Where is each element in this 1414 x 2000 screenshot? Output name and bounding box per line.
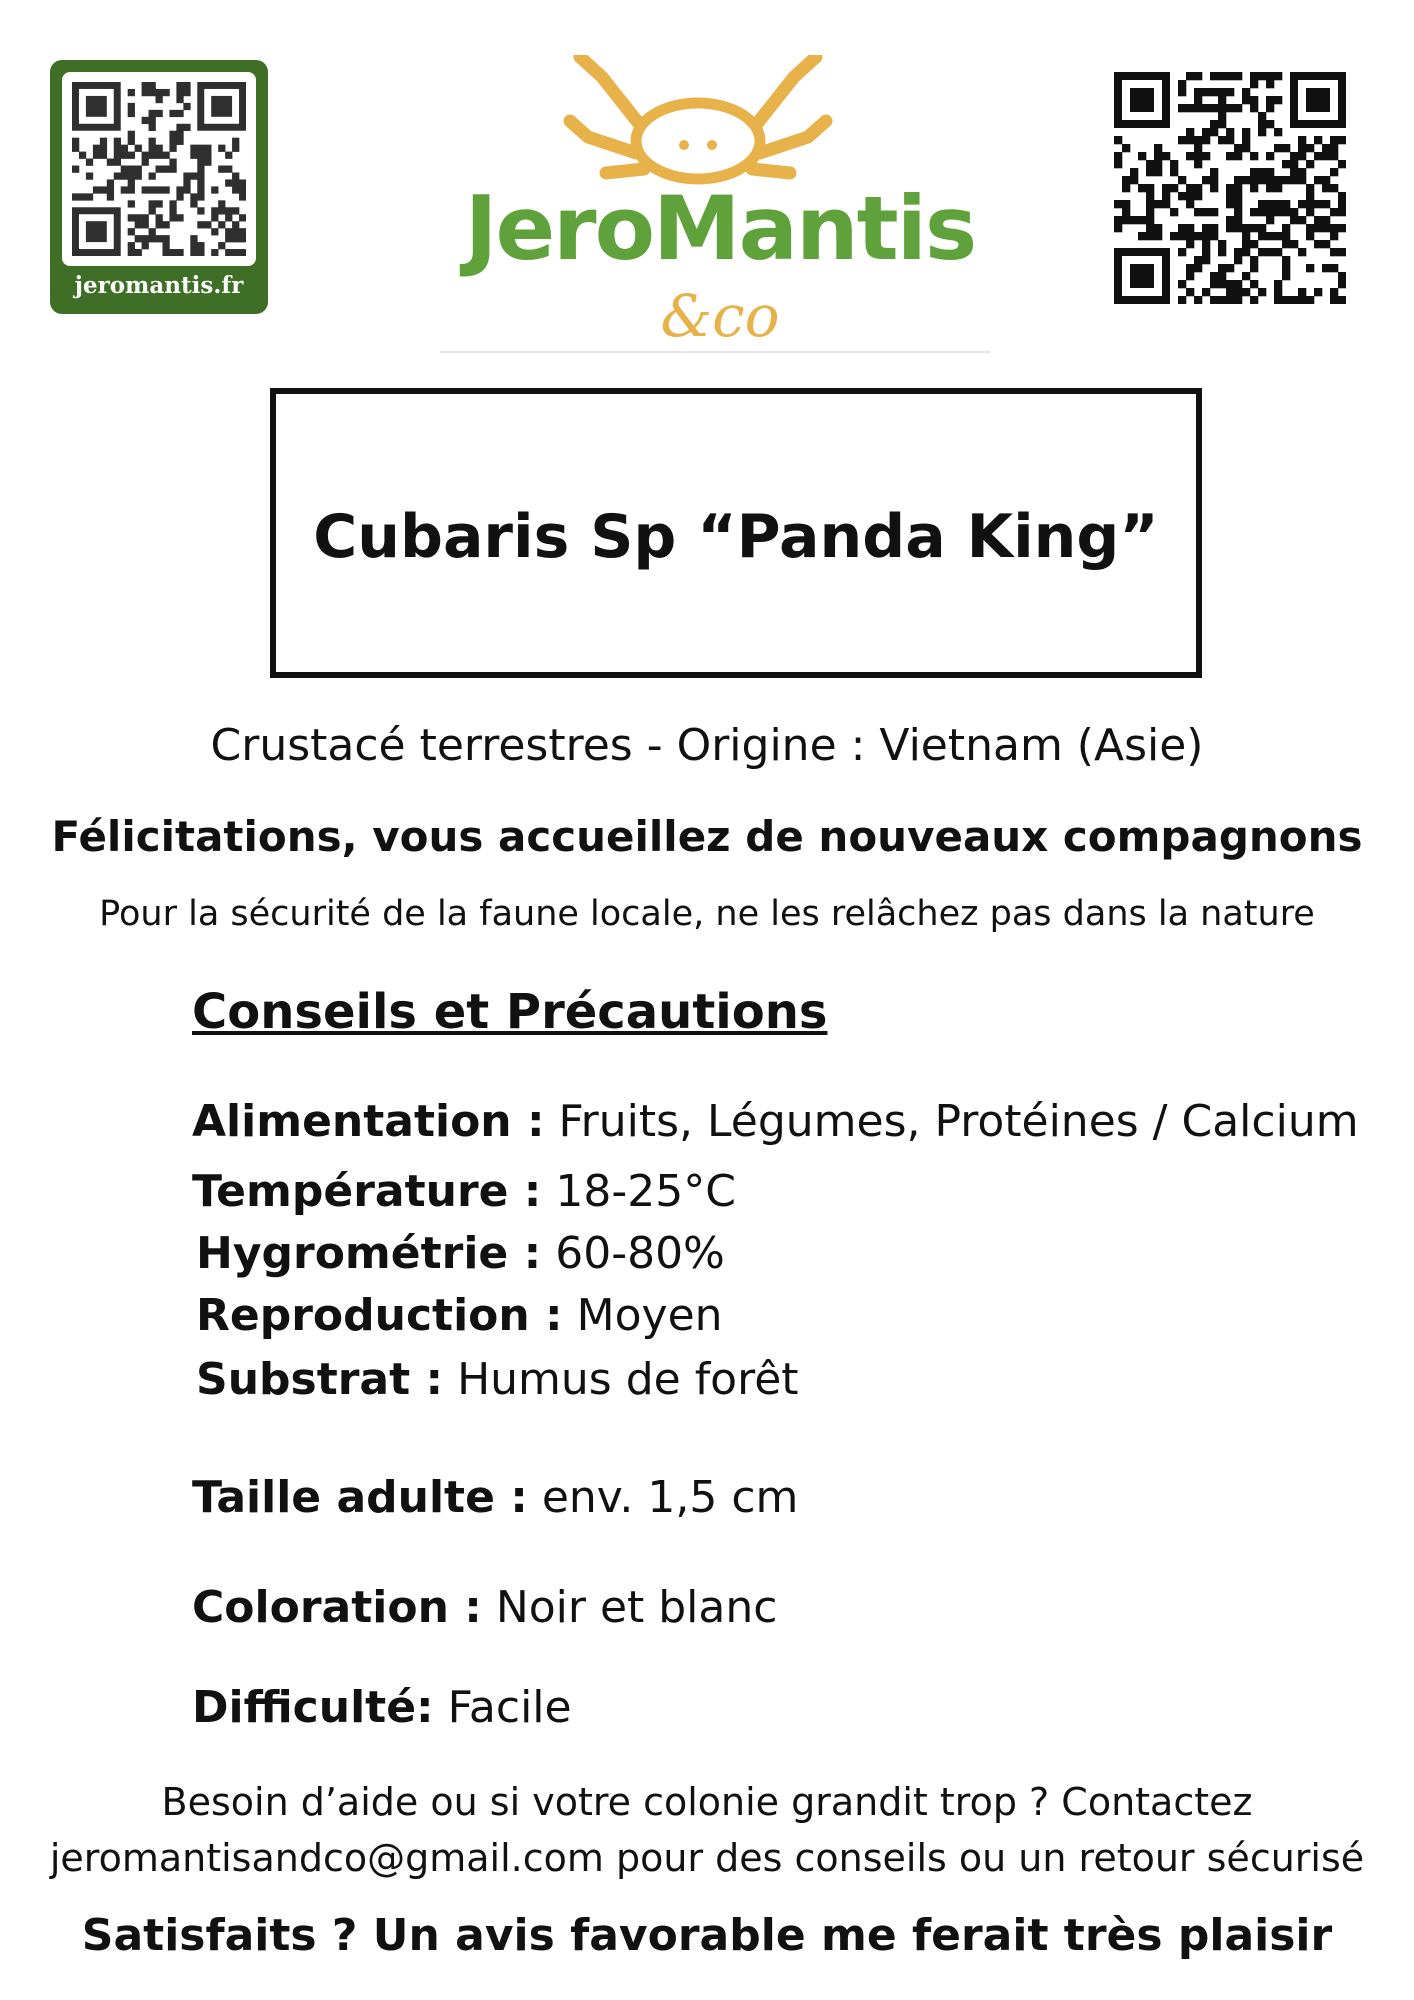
species-title: Cubaris Sp “Panda King” — [313, 502, 1159, 572]
website-qr-badge[interactable] — [50, 60, 268, 314]
website-caption: jeromantis.fr — [74, 272, 244, 299]
field-value: 18-25°C — [555, 1166, 736, 1217]
field-value: Fruits, Légumes, Protéines / Calcium — [558, 1096, 1359, 1147]
help-line-1: Besoin d’aide ou si votre colonie grandit trop ? Contactez — [161, 1780, 1253, 1824]
advice-heading: Conseils et Précautions — [192, 984, 828, 1040]
field-substrat — [196, 1354, 799, 1405]
field-value: Noir et blanc — [495, 1582, 778, 1633]
field-difficulte — [192, 1682, 572, 1733]
qr-code-frame — [62, 72, 256, 266]
field-hygrometrie — [196, 1228, 725, 1279]
review-request: Satisfaits ? Un avis favorable me ferait très plaisir — [81, 1910, 1333, 1961]
qr-code-icon — [72, 82, 246, 256]
field-temperature — [192, 1166, 736, 1217]
logo-divider — [440, 351, 990, 353]
field-label: Température : — [192, 1166, 542, 1217]
help-line-2: jeromantisandco@gmail.com pour des conseils ou un retour sécurisé — [49, 1836, 1365, 1880]
field-label: Difficulté: — [192, 1682, 434, 1733]
field-label: Alimentation : — [192, 1096, 545, 1147]
origin-line: Crustacé terrestres - Origine : Vietnam (Asie) — [210, 720, 1204, 771]
brand-logo — [440, 55, 1000, 355]
brand-sub: &co — [660, 282, 780, 350]
field-coloration — [192, 1582, 777, 1633]
species-title-box — [270, 388, 1202, 678]
field-label: Substrat : — [196, 1354, 444, 1405]
brand-name: JeroMantis — [464, 177, 976, 280]
field-label: Coloration : — [192, 1582, 482, 1633]
field-value: env. 1,5 cm — [541, 1472, 799, 1523]
field-alimentation — [192, 1096, 1359, 1147]
field-value: Facile — [447, 1682, 572, 1733]
spider-icon — [440, 55, 1000, 185]
field-value: Moyen — [576, 1290, 723, 1341]
field-label: Reproduction : — [196, 1290, 563, 1341]
field-label: Taille adulte : — [192, 1472, 528, 1523]
congrats-heading: Félicitations, vous accueillez de nouveaux compagnons — [51, 812, 1363, 861]
field-value: 60-80% — [555, 1228, 725, 1279]
field-value: Humus de forêt — [457, 1354, 799, 1405]
qr-code-icon[interactable] — [1114, 72, 1346, 304]
field-taille-adulte — [192, 1472, 798, 1523]
release-warning: Pour la sécurité de la faune locale, ne les relâchez pas dans la nature — [99, 894, 1315, 934]
field-label: Hygrométrie : — [196, 1228, 542, 1279]
field-reproduction — [196, 1290, 723, 1341]
